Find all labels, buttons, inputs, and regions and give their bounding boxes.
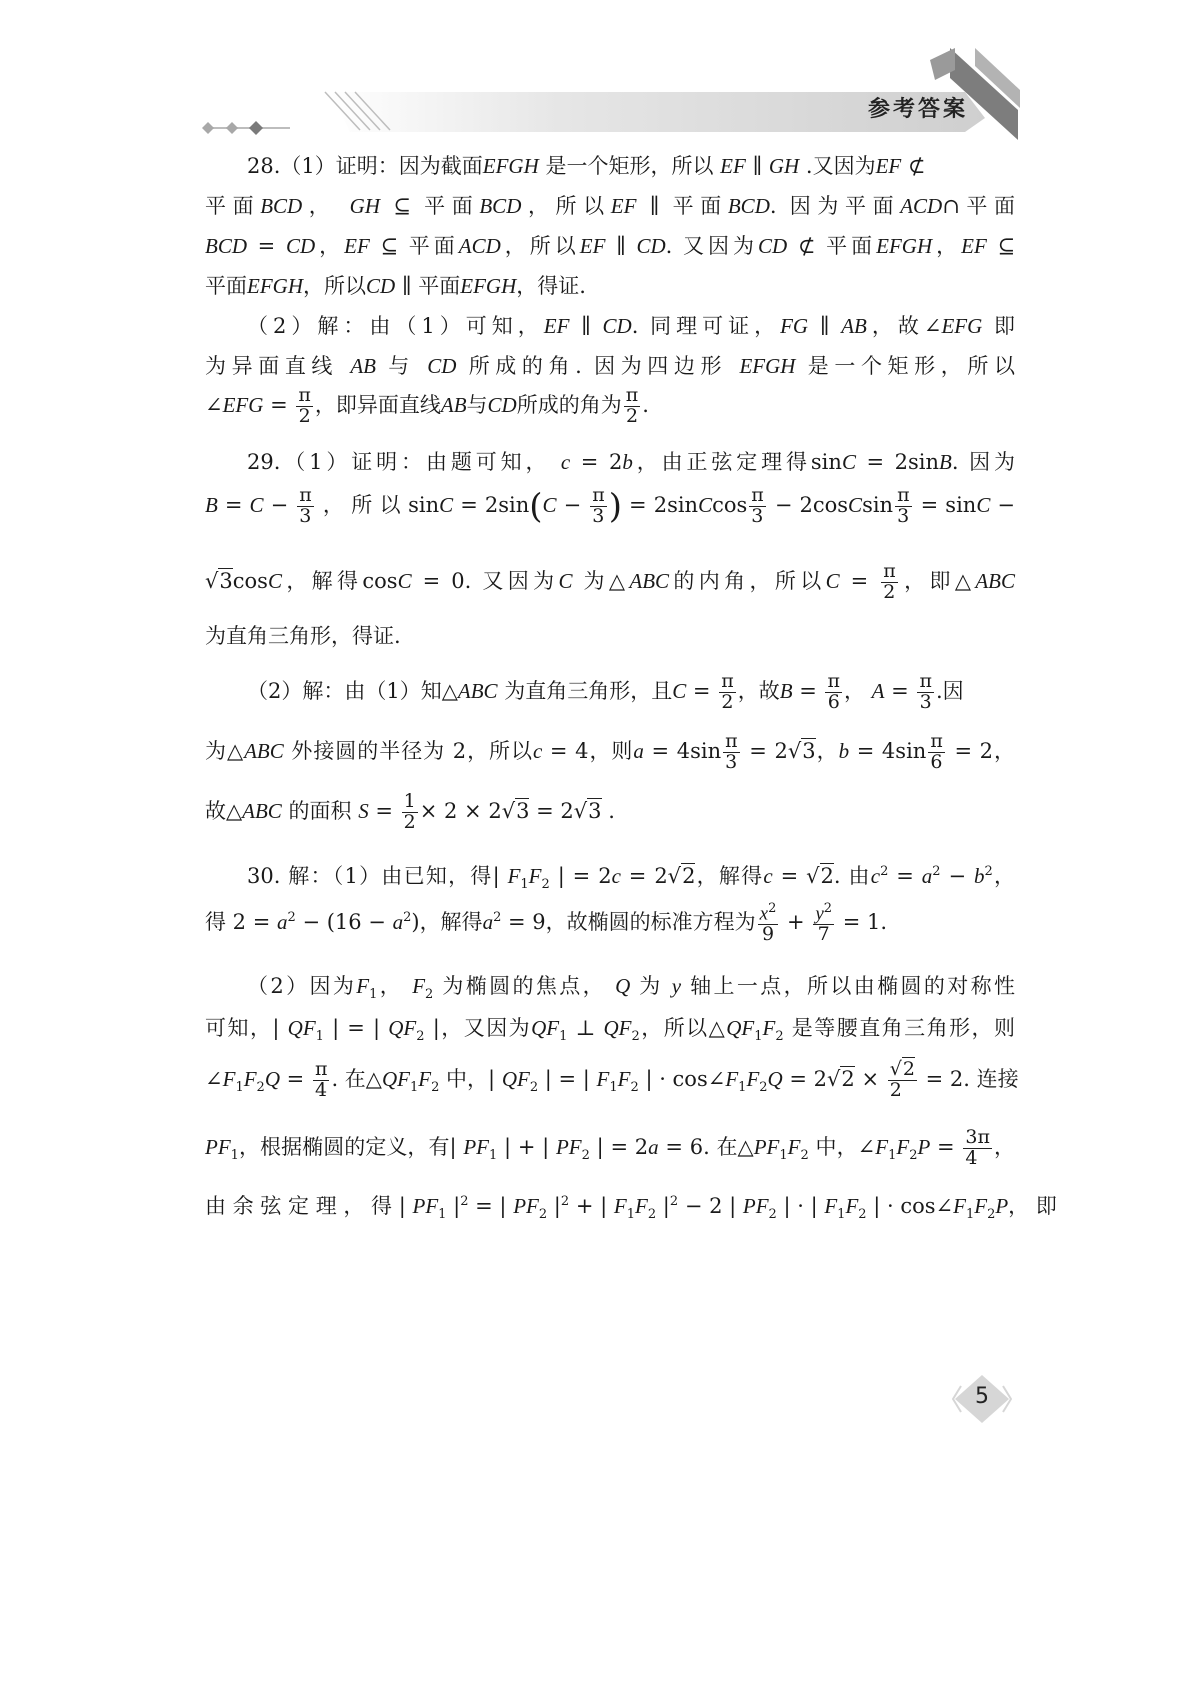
text-line: 可知，| $QF_1$ | = | $QF_2$ |，又因为$QF_1$ ⊥ $QF_2$，所以$\triangle QF_1F_2$ 是等腰直角三角形，则	[205, 1016, 1016, 1045]
text-line: （2）解：由（1）知△ABC 为直角三角形，且C = $\frac{\pi}{2}$ ，故B = $\frac{\pi}{6}$ ， A = $\frac{\pi}{3}$ .因	[247, 670, 964, 713]
header-decoration	[0, 0, 1191, 150]
page-number-badge	[952, 1372, 1012, 1426]
text-line: 得 $2 = a^2 - (16 - a^2)$，解得$a^2 = 9$，故椭圆的标准方程为 $\frac{x^2}{9}$ + $\frac{y^2}{7}$ = 1.	[205, 901, 888, 946]
text-line: √3cosC，解得cosC = 0. 又因为C 为△ABC的内角，所以C = $\frac{\pi}{2}$ ，即△ABC	[205, 560, 1016, 603]
text-line: 为直角三角形，得证.	[205, 624, 401, 648]
text-line: （2）因为$F_1$， $F_2$ 为椭圆的焦点， Q 为 y 轴上一点，所以由椭圆的对称性	[247, 974, 1016, 1003]
text-line: 28.（1）证明：因为截面EFGH 是一个矩形，所以 EF ∥ GH .又因为EF ⊄	[247, 154, 926, 178]
text-line: BCD = CD，EF ⊆ 平面ACD，所以EF ∥ CD. 又因为CD ⊄ 平面EFGH，EF ⊆	[205, 234, 1016, 258]
text-line: 29.（1）证明：由题可知， c = 2b，由正弦定理得sinC = 2sinB. 因为	[247, 450, 1015, 474]
text-line: $PF_1$，根据椭圆的定义，有| $PF_1$ | + | $PF_2$ | = 2a = 6. 在$\triangle PF_1F_2$ 中，$\angle F_1F_2P$ = $\frac{3\pi}{4}$ ，	[205, 1126, 1015, 1169]
text-line: 30. 解：（1）由已知，得| $F_1F_2$ | = 2c = 2√2，解得c = √2. 由$c^2 = a^2 - b^2$，	[247, 864, 1016, 893]
text-line: 平面EFGH，所以CD ∥ 平面EFGH，得证.	[205, 274, 586, 298]
text-line: （2）解：由（1）可知，EF ∥ CD. 同理可证，FG ∥ AB，故∠EFG 即	[247, 314, 1015, 338]
page-header	[0, 0, 1191, 150]
text-line: B = C − $\frac{\pi}{3}$ ， 所 以 sinC = 2sin(C − $\frac{\pi}{3}$ ) = 2sinCcos $\frac{\pi}{3}$ − 2cosCsin $\frac{\pi}{3}$ = sinC −	[205, 484, 1015, 527]
page-number: 5	[975, 1384, 989, 1409]
text-line: ∠EFG = $\frac{\pi}{2}$ ，即异面直线AB与CD所成的角为 $\frac{\pi}{2}$ .	[205, 384, 649, 427]
text-line: 为异面直线 AB 与 CD 所成的角. 因为四边形 EFGH 是一个矩形，所以	[205, 354, 1015, 378]
text-line: 故△ABC 的面积 S = $\frac{1}{2}$ × 2 × 2√3 = 2√3 .	[205, 790, 615, 833]
text-line: $\angle F_1F_2Q$ = $\frac{\pi}{4}$ . 在$\triangle QF_1F_2$ 中，| $QF_2$ | = | $F_1F_2$ | · $\cos\angle F_1F_2Q = 2√2$ × $\frac{√2}{2}$ = 2. 连接	[205, 1058, 1019, 1101]
text-line: 由 余 弦 定 理 ， 得 | $PF_1$ $|^2$ = | $PF_2$ $|^2$ + | $F_1F_2$ $|^2 - 2$ | $PF_2$ | · | $F_1F_2$ | · $\cos\angle F_1F_2P$， 即	[205, 1194, 1057, 1223]
header-title: 参考答案	[868, 97, 969, 122]
text-line: 平面BCD， GH ⊆ 平面BCD，所以EF ∥ 平面BCD. 因为平面ACD∩平面	[205, 194, 1016, 218]
text-line: 为△ABC 外接圆的半径为 2，所以c = 4，则a = 4sin $\frac{\pi}{3}$ = 2√3，b = 4sin $\frac{\pi}{6}$ = 2，	[205, 730, 1015, 773]
